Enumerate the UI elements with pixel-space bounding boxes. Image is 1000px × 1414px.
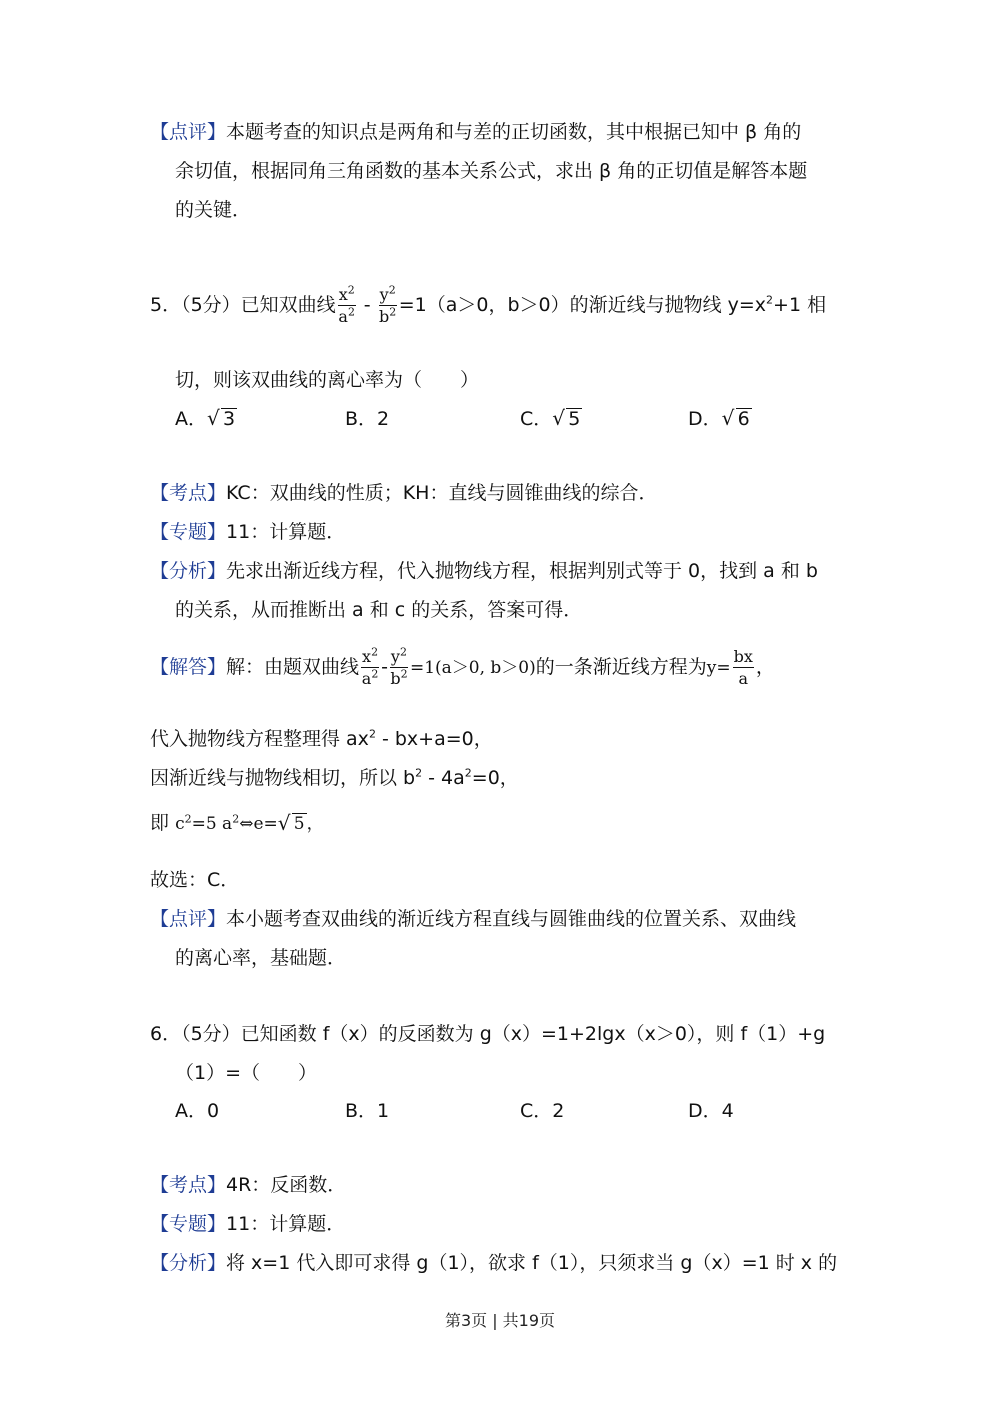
question-5-stem: 5．（5分）已知双曲线 $\frac{x^2}{a^2}$ - $\frac{y^2}{b^2}$ =1（a＞0，b＞0）的渐近线与抛物线 $y=x^2+1$ 相 [150,283,827,326]
option-c[interactable]: C．√ 5 [520,400,582,439]
option-a[interactable]: A．√ 3 [175,400,237,439]
option-b[interactable]: B．1 [345,1100,390,1122]
question-5-stem-line-2: 切，则该双曲线的离心率为（ ） [175,369,480,391]
review-line-2: 余切值，根据同角三角函数的基本关系公式，求出 β 角的正切值是解答本题 [175,160,808,182]
answer-5-dianping: 【点评】本小题考查双曲线的渐近线方程直线与圆锥曲线的位置关系、双曲线 的离心率，基础题． [150,908,797,969]
answer-6-fenxi: 【分析】将 x=1 代入即可求得 g（1），欲求 f（1），只须求当 g（x）=1 时 x 的 [150,1252,838,1274]
answer-5-kaodian: 【考点】KC：双曲线的性质；KH：直线与圆锥曲线的综合． [150,482,658,504]
answer-5-substitute: 代入抛物线方程整理得 $ax^2 - bx+a=0$， [150,727,493,750]
review-block [150,113,850,230]
sqrt-5: √ 5 [278,805,307,844]
option-a[interactable]: A．0 [175,1100,220,1122]
fraction-x2-a2: $\frac{x^2}{a^2}$ [338,283,355,326]
page-footer: 第3页 | 共19页 [444,1311,556,1330]
option-d[interactable]: D．√ 6 [688,400,752,439]
review-line-1: 【点评】本题考查的知识点是两角和与差的正切函数，其中根据已知中 β 角的 [150,121,802,143]
jieda-fraction-x2-a2: $\frac{x^2}{a^2}$ [361,645,379,688]
answer-5-choice: 故选：C． [150,869,240,891]
review-tag: 【点评】 [150,121,227,143]
question-6-stem: 6．（5分）已知函数 f（x）的反函数为 g（x）=1+2lgx（x＞0），则 f（1）+g （1）=（ ） [150,1023,826,1084]
answer-5-jieda: 【解答】解：由题双曲线 $\frac{x^2}{a^2}$ - $\frac{y^2}{b^2}$ =1(a＞0, b＞0)的一条渐近线方程为y= $\frac{bx}{a}$ ， [150,645,775,688]
fraction-y2-b2: $\frac{y^2}{b^2}$ [379,283,397,326]
answer-5-ji: 即 $c^2=5$ $a^2\Leftrightarrow e=√$ 5 ， [150,804,850,844]
answer-5-fenxi: 【分析】先求出渐近线方程，代入抛物线方程，根据判别式等于 0，找到 a 和 b 的关系，从而推断出 a 和 c 的关系，答案可得． [150,560,818,621]
answer-5-zhuanti: 【专题】11：计算题． [150,521,346,543]
answer-5-tangent: 因渐近线与抛物线相切，所以 $b^2 - 4a^2=0$， [150,766,519,789]
jieda-fraction-y2-b2: $\frac{y^2}{b^2}$ [390,645,408,688]
answer-6-kaodian: 【考点】4R：反函数． [150,1174,347,1196]
option-c[interactable]: C．2 [520,1100,565,1122]
option-b[interactable]: B．2 [345,408,390,430]
review-line-3: 的关键． [175,199,252,221]
option-d[interactable]: D．4 [688,1100,734,1122]
jieda-fraction-bx-a: $\frac{bx}{a}$ [733,646,753,688]
answer-6-zhuanti: 【专题】11：计算题． [150,1213,346,1235]
